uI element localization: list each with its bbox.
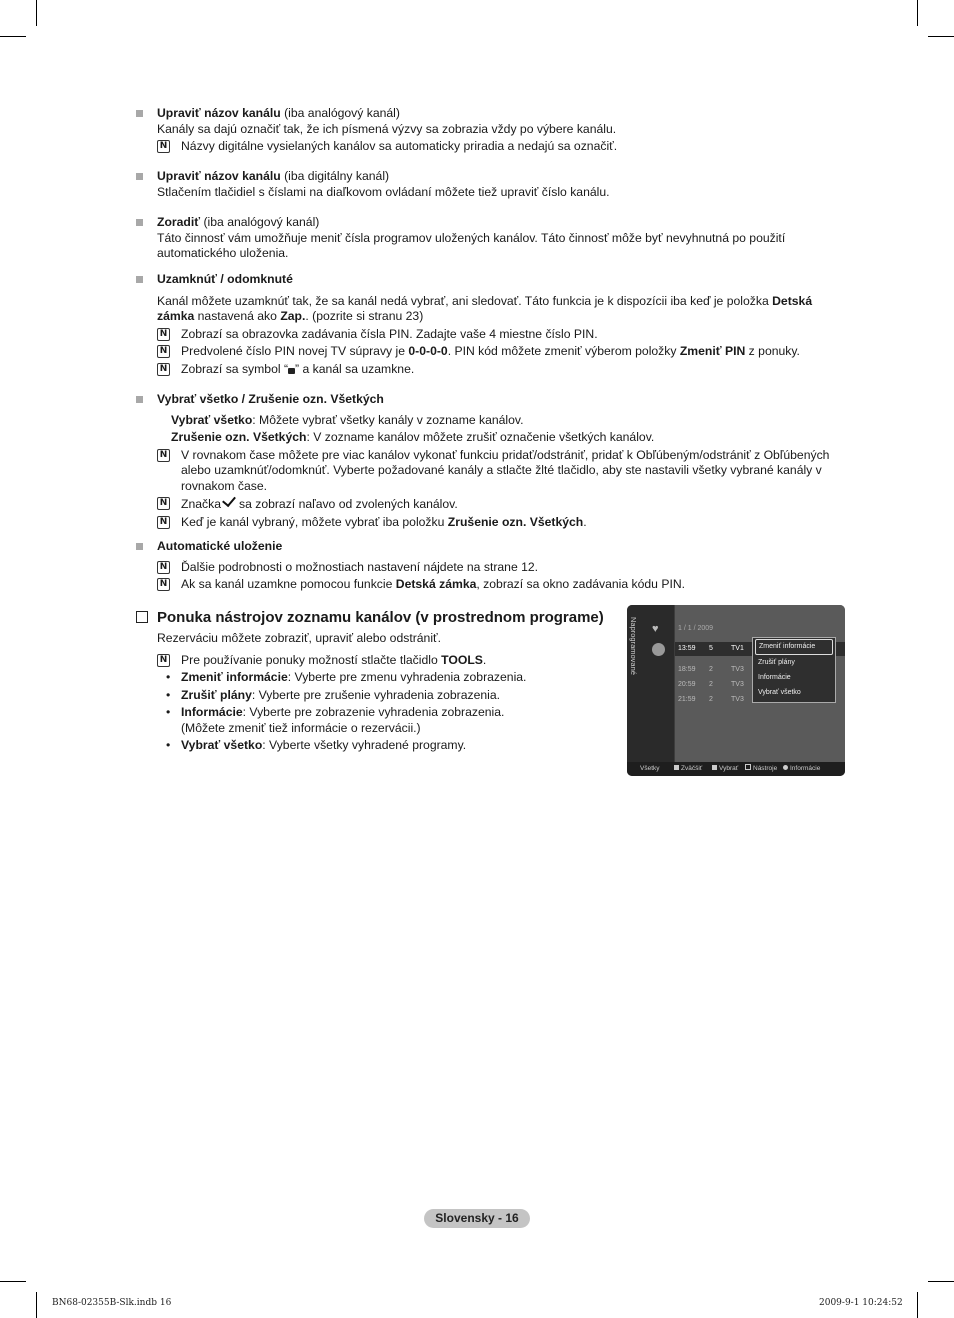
list-item: • Zmeniť informácie: Vyberte pre zmenu vyhradenia zobrazenia.: [166, 670, 527, 684]
list-item: Vybrať všetko: Môžete vybrať všetky kanály v zozname kanálov.: [171, 412, 524, 427]
section-select-all: [136, 392, 836, 532]
square-bullet-icon: [136, 173, 143, 180]
tv-side-label: Naprogramované: [629, 617, 638, 675]
section-title: Upraviť názov kanálu: [157, 169, 281, 183]
square-button-icon: [674, 765, 679, 770]
section-heading: Ponuka nástrojov zoznamu kanálov (v prostrednom programe): [136, 609, 604, 626]
note-icon: N: [157, 578, 170, 591]
note: [136, 139, 836, 155]
crop-mark: [0, 1281, 26, 1282]
square-bullet-icon: [136, 543, 143, 550]
section-title: Uzamknúť / odomknuté: [157, 272, 293, 286]
tv-screenshot: [627, 605, 845, 776]
tv-row[interactable]: 20:59 2 TV3: [678, 681, 744, 688]
section-title: Automatické uloženie: [157, 539, 283, 553]
section-rename-analog: [136, 106, 836, 157]
note-icon: N: [157, 363, 170, 376]
note-icon: N: [157, 140, 170, 153]
crop-mark: [917, 0, 918, 26]
square-bullet-icon: [136, 276, 143, 283]
note-icon: N: [157, 516, 170, 529]
note-icon: N: [157, 449, 170, 462]
bar-zoom[interactable]: Zväčšiť: [674, 762, 681, 776]
bar-info[interactable]: Informácie: [783, 762, 790, 776]
menu-item[interactable]: Zmeniť informácie: [755, 639, 833, 655]
note-icon: N: [157, 561, 170, 574]
footer-timestamp: 2009-9-1 10:24:52: [819, 1298, 903, 1308]
section-body: Stlačením tlačidiel s číslami na diaľkovom ovládaní môžete tiež upraviť číslo kanálu.: [157, 184, 610, 199]
list-item: • Zrušiť plány: Vyberte pre zrušenie vyhradenia zobrazenia.: [166, 687, 501, 702]
bar-all[interactable]: Všetky: [640, 765, 660, 772]
section-body: Táto činnosť vám umožňuje meniť čísla programov uložených kanálov. Táto činnosť môže byť nevyhnutná po použití automatického uloženia.: [157, 230, 786, 260]
crop-mark: [928, 36, 954, 37]
section-body: Kanál môžete uzamknúť tak, že sa kanál nedá vybrať, ani sledovať. Táto funkcia je k dispozícii iba keď je položka Detská zámka nastavená ako Zap.. (pozrite si stranu 23): [157, 293, 813, 323]
section-rename-digital: [136, 169, 836, 200]
section-sort: [136, 215, 836, 262]
crop-mark: [928, 1281, 954, 1282]
section-tools: [136, 631, 606, 756]
list-item: • Informácie: Vyberte pre zobrazenie vyhradenia zobrazenia. (Môžete zmeniť tiež informácie o rezervácii.): [166, 705, 505, 735]
square-button-icon: [712, 765, 717, 770]
section-lock: [136, 272, 836, 379]
tv-row[interactable]: 13:59 5 TV1: [675, 642, 845, 656]
bar-select[interactable]: Vybrať: [712, 762, 719, 776]
list-item: Zrušenie ozn. Všetkých: V zozname kanálov môžete zrušiť označenie všetkých kanálov.: [171, 430, 655, 444]
note: N Predvolené číslo PIN novej TV súpravy je 0-0-0-0. PIN kód môžete zmeniť výberom položky Zmeniť PIN z ponuky.: [136, 344, 836, 360]
tv-sidebar: [627, 605, 674, 762]
section-title: Zoradiť: [157, 215, 201, 229]
crop-mark: [0, 36, 26, 37]
section-auto-store: [136, 539, 836, 595]
section-suffix: (iba digitálny kanál): [280, 169, 390, 183]
section-suffix: (iba analógový kanál): [200, 215, 320, 229]
menu-item[interactable]: Informácie: [758, 674, 791, 681]
menu-item[interactable]: Zrušiť plány: [758, 659, 795, 666]
note: N Ďalšie podrobnosti o možnostiach nastavení nájdete na strane 12.: [136, 560, 836, 576]
clock-icon: [652, 643, 665, 656]
tools-menu: [752, 637, 836, 703]
note: N Zobrazí sa obrazovka zadávania čísla PIN. Zadajte vaše 4 miestne číslo PIN.: [136, 327, 836, 343]
tv-list: [675, 605, 845, 762]
note-text: Názvy digitálne vysielaných kanálov sa automaticky priradia a nedajú sa označiť.: [181, 139, 618, 153]
tv-row[interactable]: 18:59 2 TV3: [678, 666, 744, 673]
info-icon: [783, 765, 788, 770]
crop-mark: [36, 1292, 37, 1318]
bar-tools[interactable]: Nástroje: [745, 762, 753, 776]
square-bullet-icon: [136, 396, 143, 403]
menu-item[interactable]: Vybrať všetko: [758, 689, 801, 696]
tv-row[interactable]: 21:59 2 TV3: [678, 696, 744, 703]
note-icon: N: [157, 497, 170, 510]
tv-date: 1 / 1 / 2009: [678, 625, 714, 632]
crop-mark: [36, 0, 37, 26]
section-body: Kanály sa dajú označiť tak, že ich písmená výzvy sa zobrazia vždy po výbere kanálu.: [157, 121, 617, 136]
checkbox-icon: [136, 611, 148, 623]
page-number-badge: Slovensky - 16: [424, 1209, 530, 1228]
note: N Ak sa kanál uzamkne pomocou funkcie Detská zámka, zobrazí sa okno zadávania kódu PIN.: [136, 577, 836, 593]
note: N Pre používanie ponuky možností stlačte tlačidlo TOOLS.: [136, 653, 606, 669]
footer-file: BN68-02355B-Slk.indb 16: [52, 1298, 172, 1308]
lock-icon: [288, 368, 295, 374]
heart-icon: ♥: [652, 623, 659, 635]
note: N Značka sa zobrazí naľavo od zvolených kanálov.: [136, 496, 836, 513]
section-title: Upraviť názov kanálu: [157, 106, 281, 120]
note: N V rovnakom čase môžete pre viac kanálov vykonať funkciu pridať/odstrániť, pridať k Obľúbeným/odstrániť z Obľúbených alebo uzamknúť/odomknúť. Vyberte požadované kanály a stlačte žlté tlačidlo, aby ste nastavili všetky vybrané kanály v rovnakom čase.: [136, 448, 836, 495]
tools-icon: [745, 764, 751, 770]
note: N Zobrazí sa symbol “ ” a kanál sa uzamkne.: [136, 362, 836, 378]
square-bullet-icon: [136, 110, 143, 117]
section-suffix: (iba analógový kanál): [280, 106, 400, 120]
note-icon: N: [157, 345, 170, 358]
tools-intro: Rezerváciu môžete zobraziť, upraviť alebo odstrániť.: [157, 631, 442, 645]
square-bullet-icon: [136, 219, 143, 226]
note: N Keď je kanál vybraný, môžete vybrať iba položku Zrušenie ozn. Všetkých.: [136, 515, 836, 531]
tv-bottom-bar: [627, 762, 845, 776]
section-title: Vybrať všetko / Zrušenie ozn. Všetkých: [157, 392, 384, 406]
note-icon: N: [157, 328, 170, 341]
crop-mark: [917, 1292, 918, 1318]
list-item: • Vybrať všetko: Vyberte všetky vyhradené programy.: [166, 738, 467, 752]
note-icon: N: [157, 654, 170, 667]
checkmark-icon: [222, 493, 236, 507]
